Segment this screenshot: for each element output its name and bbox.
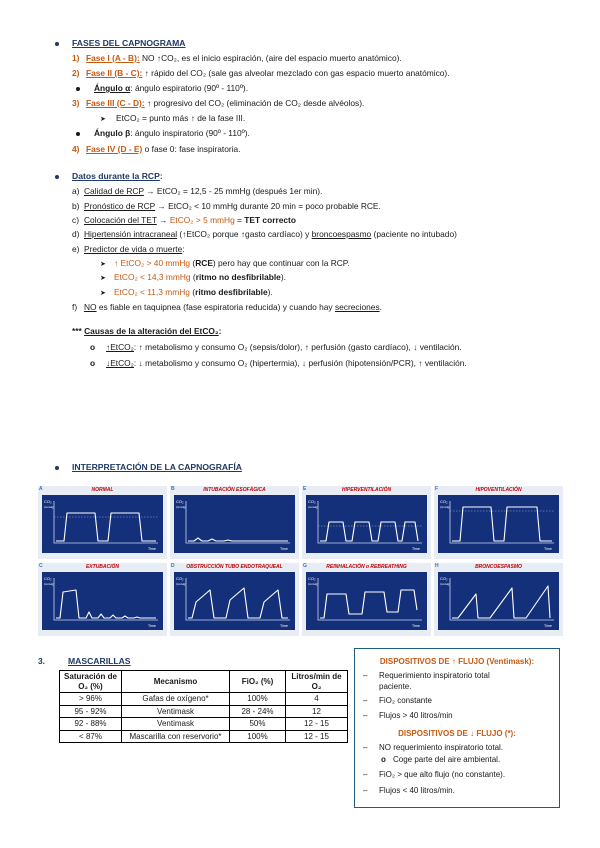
dash: – [363,786,368,795]
y-axis-label: CO₂ [44,576,52,581]
table-row [60,705,348,718]
chart-background [438,495,559,553]
table-cell: 92 - 88% [60,718,122,731]
panel-letter: E [303,486,307,492]
rcp-a-text: → EtCO₂ = 12,5 - 25 mmHg (después 1er min). [143,186,323,196]
rcp-c-label: Colocación del TET [84,215,157,225]
y-axis-label: CO₂ [176,499,184,504]
rcp-b-label: Pronóstico de RCP [84,201,156,211]
y-axis-label: CO₂ [44,499,52,504]
rcp-e2-value: EtCO₂ < 14,3 mmHg [114,272,191,282]
panel-title: OBSTRUCCIÓN TUBO ENDOTRAQUEAL [186,564,283,570]
fase-1-text: NO ↑CO₂, es el inicio espiración, (aire del espacio muerto anatómico). [139,53,402,63]
bullet-dot [55,175,59,179]
fase-3-sub [100,113,245,125]
dash: – [363,671,368,680]
item-text: Coge parte del aire ambiental. [393,755,501,764]
list-item [363,711,453,722]
capnogram-panel-g [302,563,431,636]
rcp-f-label: NO [84,302,97,312]
table-cell: Mascarilla con reservorio* [122,730,230,743]
capnogram-chart [42,572,163,630]
item-text: Flujos > 40 litros/min [379,711,453,720]
dispositivos-box [354,648,560,808]
causas-up-label: ↑EtCO₂ [106,342,134,352]
causas-down [90,358,467,369]
dash: – [363,770,368,779]
fase-4-text: o fase 0: fase inspiratoria. [142,144,241,154]
x-axis-label: Time [544,624,552,628]
fase-4-label: Fase IV (D - E) [86,144,143,154]
y-axis-unit: (mmHg) [440,505,451,509]
col-mecanismo: Mecanismo [122,671,230,693]
table-cell: 50% [230,718,286,731]
capnogram-chart [438,495,559,553]
table-row [60,718,348,731]
dash: – [363,743,368,752]
rcp-d-label2: broncoespasmo [311,229,372,239]
capnogram-chart [438,572,559,630]
rcp-e1-text2: ) pero hay que continuar con la RCP. [212,258,350,268]
rcp-e1-text1: ( [190,258,196,268]
capnography-grid [38,486,564,636]
fase-3-text: ↑ progresivo del CO₂ (eliminación de CO₂ desde alvéolos). [144,98,365,108]
fase-4-num: 4) [72,144,80,154]
arrow-right-icon: ➤ [100,116,106,123]
y-axis-label: CO₂ [308,499,316,504]
chart-background [438,572,559,630]
rcp-e3-value: EtCO₂ < 11,3 mmHg [114,287,190,297]
rcp-f-text2: . [379,302,382,312]
bullet-dot [76,132,80,136]
table-cell: Gafas de oxígeno* [122,693,230,706]
rcp-c-result: TET correcto [244,215,296,225]
arrow-right-icon: ➤ [100,261,106,268]
bullet-dot [55,466,59,470]
causas-heading [72,326,221,337]
table-cell: > 96% [60,693,122,706]
causas-colon: : [218,326,222,336]
panel-letter: C [39,563,43,569]
rcp-e1-bold: RCE [195,258,213,268]
rcp-e2 [100,272,286,284]
list-item [379,682,411,693]
rcp-f-text1: es fiable en taquipnea (fase espiratoria reducida) y cuando hay [96,302,335,312]
dispositivos-alto-title: DISPOSITIVOS DE ↑ FLUJO (Ventimask): [379,657,535,666]
chart-background [42,572,163,630]
fase-1 [72,53,402,64]
table-cell: 4 [286,693,348,706]
x-axis-label: Time [544,547,552,551]
panel-letter: H [435,563,439,569]
rcp-c-value: EtCO₂ > 5 mmHg [169,215,235,225]
fase-3-sub-text: EtCO₂ = punto más ↑ de la fase III. [116,113,246,123]
col-saturacion: Saturación de O₂ (%) [60,671,122,693]
capnogram-panel-f [434,486,563,559]
bullet-dot [76,87,80,91]
x-axis-label: Time [280,624,288,628]
chart-background [306,572,427,630]
list-item [363,696,432,707]
mascarillas-heading [38,656,131,667]
table-cell: Ventimask [122,705,230,718]
rcp-a-letter: a) [72,186,80,196]
rcp-c-eq: = [234,215,245,225]
fase-3 [72,98,364,109]
rcp-e-label: Predictor de vida o muerte [84,244,183,254]
rcp-b [72,201,381,212]
panel-title: BRONCOESPASMO [475,564,522,570]
list-item [363,743,503,754]
fase-1-label: Fase I (A - B): [86,53,140,63]
y-axis-unit: (mmHg) [44,505,55,509]
dispositivos-bajo-title: DISPOSITIVOS DE ↓ FLUJO (*): [398,729,516,738]
fase-2-label: Fase II (B - C): [86,68,143,78]
table-cell: < 87% [60,730,122,743]
panel-letter: D [171,563,175,569]
rcp-d-text2: (paciente no intubado) [371,229,457,239]
dash: – [363,696,368,705]
rcp-e2-text2: ). [280,272,286,282]
col-litros: Litros/min de O₂ [286,671,348,693]
fase-4 [72,144,241,155]
list-item [363,786,455,797]
rcp-a-label: Calidad de RCP [84,186,144,196]
y-axis-unit: (mmHg) [176,582,187,586]
rcp-e3 [100,287,273,299]
y-axis-label: CO₂ [440,576,448,581]
x-axis-label: Time [148,624,156,628]
rcp-heading [72,171,163,182]
panel-title: HIPERVENTILACIÓN [341,487,392,493]
rcp-e1-value: ↑ EtCO₂ > 40 mmHg [114,258,191,268]
y-axis-unit: (mmHg) [308,582,319,586]
rcp-e2-text1: ( [190,272,196,282]
capnogram-chart [42,495,163,553]
fase-3-num: 3) [72,98,80,108]
angulo-alpha-label: Ángulo α [94,83,131,93]
item-text: FiO₂ constante [379,696,432,705]
chart-background [306,495,427,553]
table-cell: 95 - 92% [60,705,122,718]
x-axis-label: Time [280,547,288,551]
mascarillas-table [59,670,348,743]
y-axis-label: CO₂ [440,499,448,504]
capnogram-panel-d [170,563,299,636]
table-row [60,693,348,706]
rcp-heading-text: Datos durante la RCP [72,171,160,181]
rcp-c [72,215,296,226]
y-axis-unit: (mmHg) [440,582,451,586]
chart-background [174,572,295,630]
capnogram-panel-e [302,486,431,559]
rcp-e2-bold: ritmo no desfibrilable [195,272,281,282]
capnogram-panel-h [434,563,563,636]
fase-3-label: Fase III (C - D): [86,98,145,108]
rcp-f [72,302,382,313]
angulo-beta [94,128,250,139]
chart-background [174,495,295,553]
causas-up [90,342,462,353]
x-axis-label: Time [412,624,420,628]
arrow-right-icon: ➤ [100,275,106,282]
causas-down-label: ↓EtCO₂ [106,358,134,368]
item-text: NO requerimiento inspiratorio total. [379,743,504,752]
list-item [363,770,505,781]
table-header-row [60,671,348,693]
panel-title: EXTUBACIÓN [85,564,120,570]
table-cell: 12 [286,705,348,718]
rcp-e3-text2: ). [267,287,273,297]
circle-bullet: o [90,358,96,368]
rcp-d-letter: d) [72,229,80,239]
panel-title: NORMAL [91,487,114,493]
arrow-right-icon: ➤ [100,290,106,297]
item-text: paciente. [379,682,412,691]
fase-2-text: ↑ rápido del CO₂ (sale gas alveolar mezclado con gas espacio muerto anatómico). [142,68,450,78]
y-axis-label: CO₂ [176,576,184,581]
y-axis-label: CO₂ [308,576,316,581]
rcp-heading-colon: : [159,171,163,181]
rcp-e1 [100,258,350,270]
y-axis-unit: (mmHg) [44,582,55,586]
table-cell: Ventimask [122,718,230,731]
rcp-c-arrow: → [156,215,170,225]
dash: – [363,711,368,720]
rcp-a [72,186,322,197]
angulo-alpha [94,83,248,94]
rcp-e [72,244,185,255]
rcp-e3-text1: ( [189,287,196,297]
capnogram-chart [174,572,295,630]
panel-title: HIPOVENTILACIÓN [475,487,522,493]
causas-up-text: : ↑ metabolismo y consumo O₂ (sepsis/dolor), ↑ perfusión (gasto cardíaco), ↓ ventilación. [133,342,462,352]
rcp-b-text: → EtCO₂ < 10 mmHg durante 20 min = poco probable RCE. [155,201,381,211]
table-cell: 12 - 15 [286,730,348,743]
interp-heading: INTERPRETACIÓN DE LA CAPNOGRAFÍA [72,462,242,472]
rcp-b-letter: b) [72,201,80,211]
rcp-d-text1: (↑EtCO₂ porque ↑gasto cardíaco) y [177,229,312,239]
rcp-e-letter: e) [72,244,80,254]
capnogram-panel-b [170,486,299,559]
item-text: Requerimiento inspiratorio total [379,671,490,680]
mascarillas-title: MASCARILLAS [68,656,131,666]
panel-letter: B [171,486,175,492]
panel-letter: F [435,486,439,492]
rcp-d [72,229,457,240]
bullet-dot [55,42,59,46]
col-fio2: FiO₂ (%) [230,671,286,693]
table-cell: 28 - 24% [230,705,286,718]
circle-bullet: o [90,342,96,352]
table-cell: 100% [230,693,286,706]
y-axis-unit: (mmHg) [308,505,319,509]
rcp-f-label2: secreciones [334,302,380,312]
capnogram-chart [174,495,295,553]
capnogram-chart [306,495,427,553]
capnogram-panel-c [38,563,167,636]
capnogram-panel-a [38,486,167,559]
rcp-e-colon: : [182,244,185,254]
angulo-beta-text: : ángulo inspiratorio (90º - 110º). [130,128,250,138]
fases-heading: FASES DEL CAPNOGRAMA [72,38,186,48]
y-axis-unit: (mmHg) [176,505,187,509]
x-axis-label: Time [412,547,420,551]
fase-2 [72,68,450,79]
causas-heading-text: Causas de la alteración del EtCO₂ [84,326,219,336]
table-cell: 12 - 15 [286,718,348,731]
capnogram-chart [306,572,427,630]
rcp-d-label: Hipertensión intracraneal [84,229,178,239]
panel-title: INTUBACIÓN ESOFÁGICA [203,487,266,493]
chart-background [42,495,163,553]
table-cell: 100% [230,730,286,743]
fase-1-num: 1) [72,53,80,63]
x-axis-label: Time [148,547,156,551]
panel-letter: G [303,563,307,569]
item-text: Flujos < 40 litros/min. [379,786,455,795]
list-item [381,755,500,766]
causas-down-text: : ↓ metabolismo y consumo O₂ (hipertermia), ↓ perfusión (hipotensión/PCR), ↑ ventilación. [133,358,467,368]
list-item [363,671,490,682]
rcp-c-letter: c) [72,215,79,225]
rcp-f-letter: f) [72,302,78,312]
angulo-beta-label: Ángulo β [94,128,131,138]
table-row [60,730,348,743]
angulo-alpha-text: : ángulo espiratorio (90º - 110º). [130,83,249,93]
panel-title: REINHALACIÓN o REBREATHING [326,564,407,570]
mascarillas-num: 3. [38,656,45,666]
fase-2-num: 2) [72,68,80,78]
item-text: FiO₂ > que alto flujo (no constante). [379,770,506,779]
circle-bullet: o [381,755,386,764]
rcp-e3-bold: ritmo desfibrilable [195,287,268,297]
panel-letter: A [39,486,43,492]
causas-stars: *** [72,326,85,336]
